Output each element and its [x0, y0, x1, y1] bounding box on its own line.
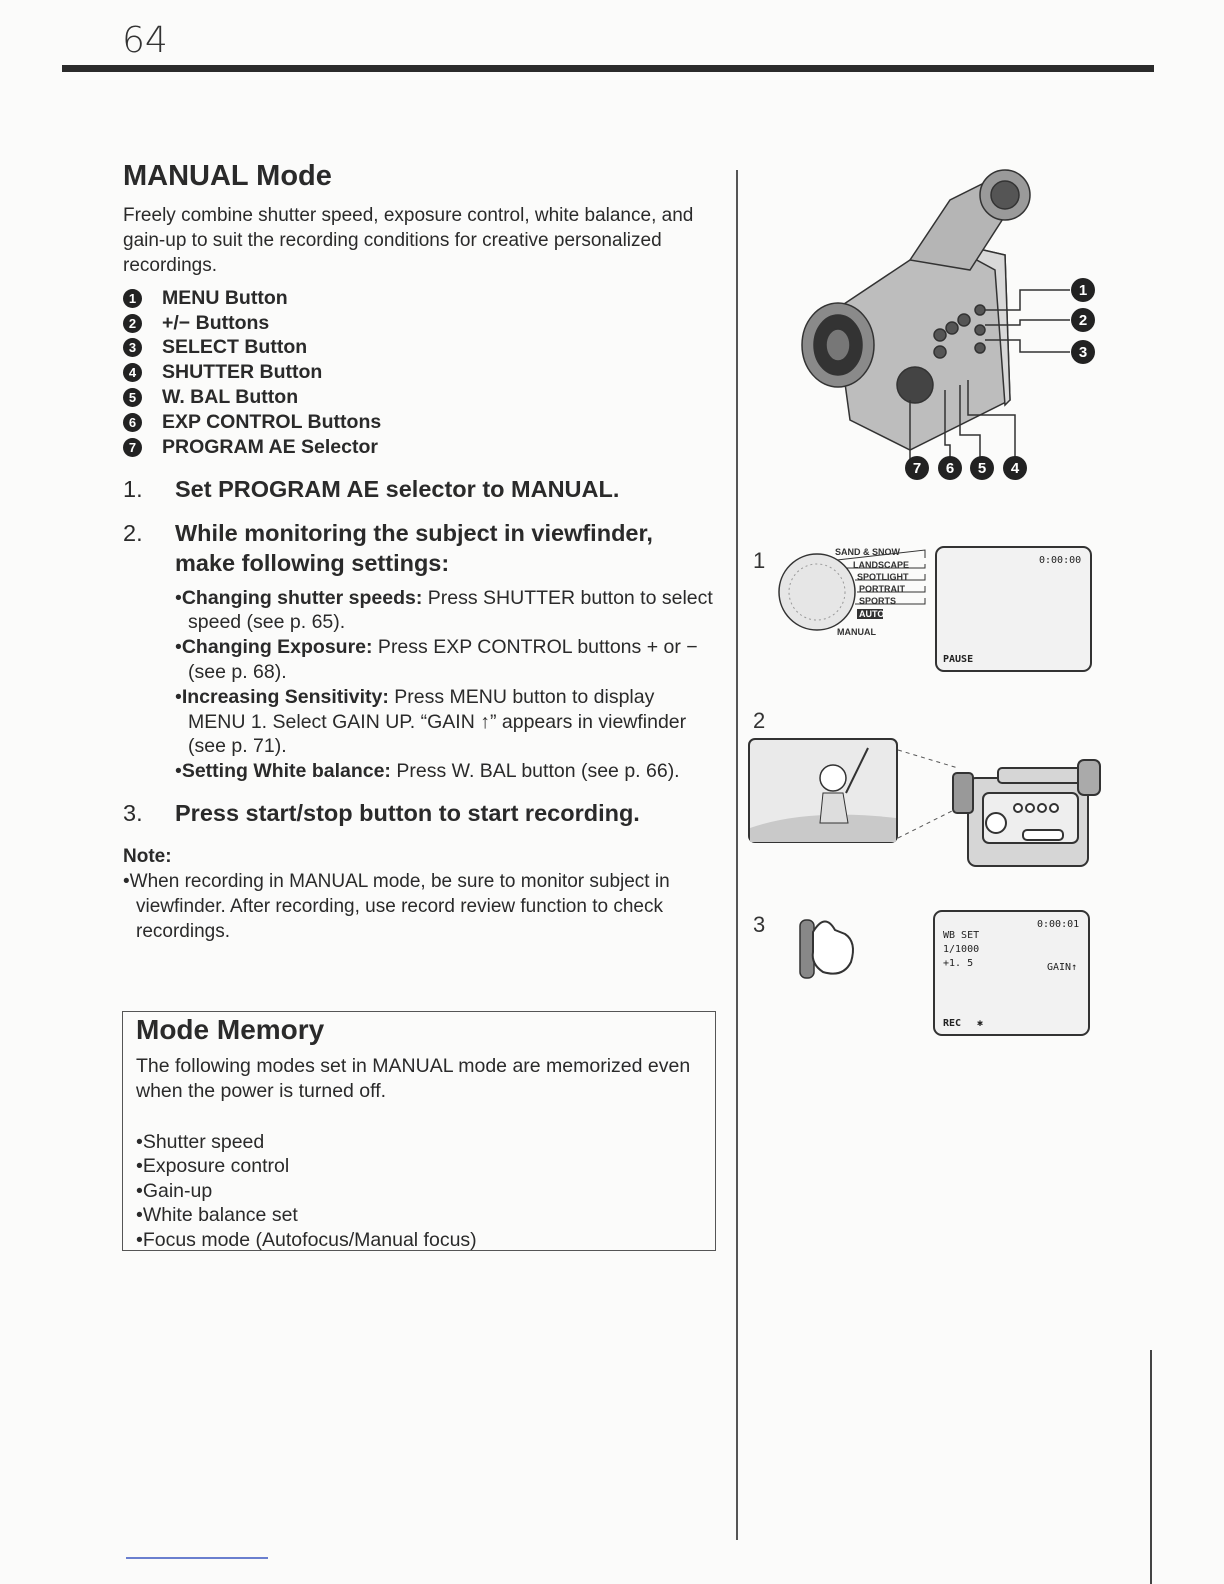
screen-shutter: 1/1000: [943, 944, 980, 955]
step-number: 3.: [123, 799, 143, 826]
figure-step-number: 2: [753, 708, 766, 733]
list-item: • Exposure control: [136, 1154, 702, 1179]
figure-step-number: 3: [753, 912, 766, 937]
mode-memory-box: [122, 1011, 716, 1251]
dial-label: SPORTS: [859, 596, 897, 606]
number-7-icon: 7: [123, 438, 142, 457]
parts-list-item: [123, 360, 713, 385]
parts-list-item: [123, 435, 713, 460]
part-label: +/− Buttons: [162, 311, 270, 334]
part-label: SHUTTER Button: [162, 361, 323, 384]
number-2-icon: 2: [123, 314, 142, 333]
camcorder-illustration: [790, 160, 1110, 490]
dial-label: PORTRAIT: [859, 584, 905, 594]
screen-wb: WB SET: [943, 930, 980, 941]
screen-exposure: +1. 5: [943, 958, 974, 969]
recording-mark-icon: ✱: [977, 1018, 984, 1029]
setting-text: Press MENU button to display MENU 1. Select GAIN UP. “GAIN ↑” appears in viewfinder (see p. 71).: [188, 685, 687, 758]
parts-list-item: [123, 385, 713, 410]
dial-label: MANUAL: [837, 627, 876, 637]
settings-item: [175, 685, 713, 759]
callout-3: 3: [1078, 344, 1088, 361]
settings-item: [175, 586, 713, 636]
parts-list-item: [123, 311, 713, 336]
mode-memory-title: Mode Memory: [136, 1014, 325, 1045]
screen-timecode: 0:00:00: [1039, 555, 1082, 566]
parts-list: [123, 286, 713, 460]
setting-heading: Increasing Sensitivity:: [181, 685, 389, 708]
program-ae-dial: [775, 540, 935, 650]
settings-list: [175, 586, 713, 784]
setting-text: Press W. BAL button (see p. 66).: [390, 760, 680, 783]
dial-label: LANDSCAPE: [853, 560, 910, 570]
step-3: [123, 798, 713, 828]
setting-text: Press SHUTTER button to select speed (see p. 65).: [188, 586, 713, 634]
step-number: 2.: [123, 519, 143, 546]
setting-text: Press EXP CONTROL buttons + or − (see p. 68).: [188, 636, 698, 683]
screen-timecode: 0:00:01: [1037, 919, 1080, 930]
part-label: SELECT Button: [162, 336, 308, 359]
setting-heading: Changing shutter speeds:: [181, 586, 423, 609]
figure-step-number: 1: [753, 548, 766, 573]
step-1: [123, 474, 713, 504]
list-item: • Gain-up: [136, 1179, 702, 1204]
setting-heading: Changing Exposure:: [181, 636, 373, 659]
number-5-icon: 5: [123, 388, 142, 407]
setting-heading: Setting White balance:: [181, 760, 391, 783]
intro-text: Freely combine shutter speed, exposure control, white balance, and gain-up to suit the recording conditions for creative personalized recordings.: [123, 205, 694, 276]
bottom-underline: [126, 1557, 268, 1559]
callout-4: 4: [1010, 460, 1020, 477]
parts-list-item: [123, 336, 713, 361]
callout-2: 2: [1078, 312, 1088, 329]
callout-6: 6: [945, 460, 955, 477]
number-6-icon: 6: [123, 413, 142, 432]
viewfinder-screen-1: [935, 546, 1095, 674]
hand-pressing-button-icon: [795, 912, 865, 984]
dial-label: AUTO: [859, 609, 885, 619]
right-edge-rule: [1150, 1350, 1152, 1584]
settings-item: [175, 635, 713, 685]
list-item: • Focus mode (Autofocus/Manual focus): [136, 1228, 702, 1253]
screen-status: PAUSE: [943, 654, 974, 665]
parts-list-item: [123, 410, 713, 435]
viewfinder-screen-3: [933, 910, 1093, 1038]
step-number: 1.: [123, 475, 143, 502]
number-4-icon: 4: [123, 363, 142, 382]
step-text: Set PROGRAM AE selector to MANUAL.: [175, 475, 620, 502]
mode-memory-list: [136, 1130, 702, 1253]
callout-1: 1: [1078, 282, 1088, 299]
part-label: PROGRAM AE Selector: [162, 435, 378, 458]
dial-label: SAND & SNOW: [835, 547, 900, 557]
callout-5: 5: [977, 460, 987, 477]
mode-memory-text: The following modes set in MANUAL mode are memorized even when the power is turned off.: [136, 1055, 691, 1102]
number-1-icon: 1: [123, 289, 142, 308]
list-item: • White balance set: [136, 1203, 702, 1228]
part-label: W. BAL Button: [162, 386, 299, 409]
manual-mode-section: [123, 160, 713, 944]
screen-status: REC: [943, 1018, 962, 1029]
list-item: • Shutter speed: [136, 1130, 702, 1155]
header-rule: [62, 65, 1154, 72]
number-3-icon: 3: [123, 338, 142, 357]
screen-gain: GAIN↑: [1047, 962, 1078, 973]
note-title: Note:: [123, 845, 172, 867]
step-text: Press start/stop button to start recording.: [175, 799, 640, 826]
column-divider: [736, 170, 738, 1540]
page-number: 64: [122, 20, 168, 61]
settings-item: [175, 759, 713, 784]
step-text: While monitoring the subject in viewfinder, make following settings:: [175, 519, 653, 576]
parts-list-item: [123, 286, 713, 311]
callout-7: 7: [912, 460, 922, 477]
dial-label: SPOTLIGHT: [857, 572, 909, 582]
golfer-camcorder-illustration: [748, 738, 1106, 873]
part-label: MENU Button: [162, 286, 288, 309]
section-title: MANUAL Mode: [123, 160, 332, 192]
step-2: [123, 518, 713, 578]
part-label: EXP CONTROL Buttons: [162, 410, 382, 433]
note-text: • When recording in MANUAL mode, be sure to monitor subject in viewfinder. After recording, use record review function to check recordings.: [123, 870, 713, 944]
